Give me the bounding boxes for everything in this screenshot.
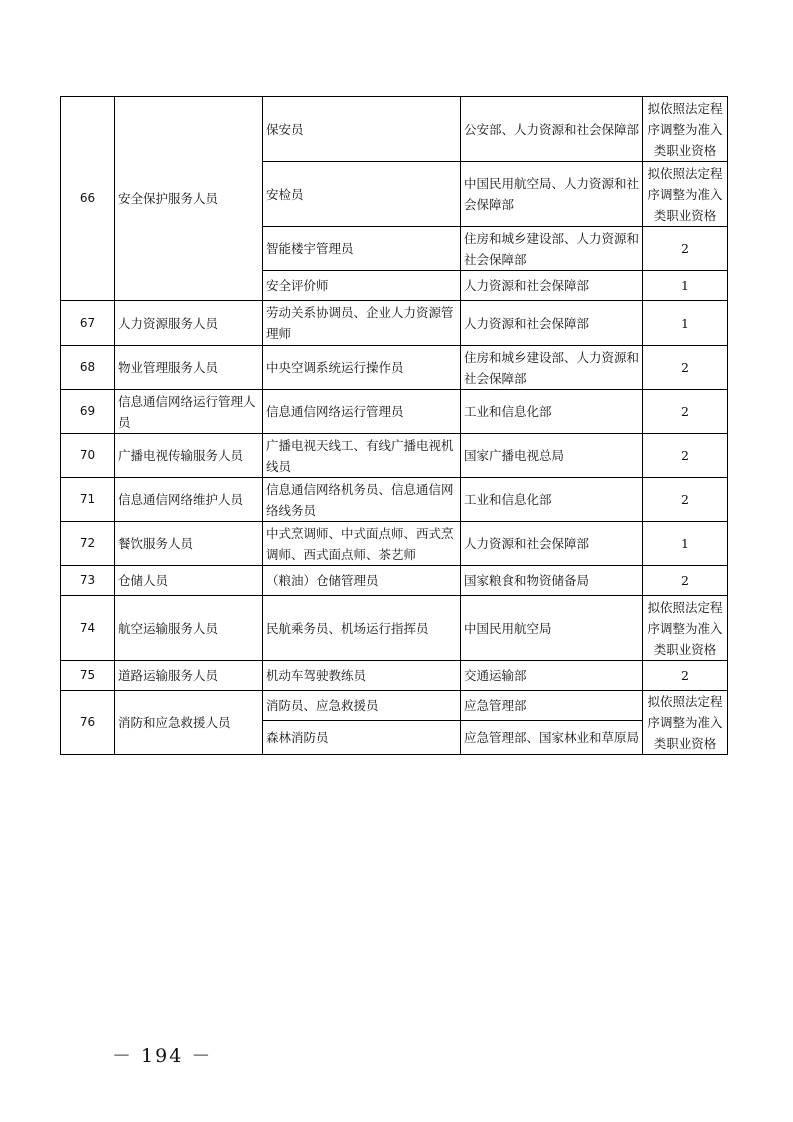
department-cell: 中国民用航空局 <box>461 596 643 661</box>
table-row <box>61 661 728 691</box>
occupation-cell: 消防员、应急救援员 <box>263 691 461 721</box>
requirement-cell: 拟依照法定程序调整为准入类职业资格 <box>643 596 728 661</box>
row-number: 73 <box>61 566 115 596</box>
department-cell: 工业和信息化部 <box>461 478 643 522</box>
requirement-cell: 2 <box>643 478 728 522</box>
department-cell: 应急管理部、国家林业和草原局 <box>461 721 643 755</box>
requirement-cell: 2 <box>643 346 728 390</box>
occupation-cell: 安检员 <box>263 162 461 227</box>
occupation-cell: 智能楼宇管理员 <box>263 227 461 271</box>
occupation-cell: 民航乘务员、机场运行指挥员 <box>263 596 461 661</box>
row-number: 74 <box>61 596 115 661</box>
requirement-cell: 2 <box>643 566 728 596</box>
table-row <box>61 478 728 522</box>
requirement-cell: 拟依照法定程序调整为准入类职业资格 <box>643 691 728 755</box>
occupation-cell: 劳动关系协调员、企业人力资源管理师 <box>263 301 461 346</box>
row-number: 67 <box>61 301 115 346</box>
category-cell: 餐饮服务人员 <box>115 522 263 566</box>
category-cell: 广播电视传输服务人员 <box>115 434 263 478</box>
department-cell: 交通运输部 <box>461 661 643 691</box>
occupation-cell: 中式烹调师、中式面点师、西式烹调师、西式面点师、茶艺师 <box>263 522 461 566</box>
table-row <box>61 97 728 162</box>
occupation-cell: 安全评价师 <box>263 271 461 301</box>
table-row <box>61 566 728 596</box>
occupation-cell: 森林消防员 <box>263 721 461 755</box>
table-row <box>61 434 728 478</box>
requirement-cell: 2 <box>643 434 728 478</box>
department-cell: 公安部、人力资源和社会保障部 <box>461 97 643 162</box>
row-number: 70 <box>61 434 115 478</box>
requirement-cell: 2 <box>643 661 728 691</box>
row-number: 69 <box>61 390 115 434</box>
department-cell: 工业和信息化部 <box>461 390 643 434</box>
occupation-cell: 广播电视天线工、有线广播电视机线员 <box>263 434 461 478</box>
row-number: 72 <box>61 522 115 566</box>
department-cell: 人力资源和社会保障部 <box>461 301 643 346</box>
category-cell: 信息通信网络运行管理人员 <box>115 390 263 434</box>
table-row <box>61 522 728 566</box>
requirement-cell: 1 <box>643 301 728 346</box>
table-row <box>61 301 728 346</box>
category-cell: 航空运输服务人员 <box>115 596 263 661</box>
row-number: 68 <box>61 346 115 390</box>
department-cell: 应急管理部 <box>461 691 643 721</box>
category-cell: 物业管理服务人员 <box>115 346 263 390</box>
department-cell: 中国民用航空局、人力资源和社会保障部 <box>461 162 643 227</box>
requirement-cell: 拟依照法定程序调整为准入类职业资格 <box>643 162 728 227</box>
occupation-cell: 中央空调系统运行操作员 <box>263 346 461 390</box>
department-cell: 国家广播电视总局 <box>461 434 643 478</box>
occupation-cell: 信息通信网络机务员、信息通信网络线务员 <box>263 478 461 522</box>
requirement-cell: 拟依照法定程序调整为准入类职业资格 <box>643 97 728 162</box>
table-row <box>61 691 728 721</box>
table-row <box>61 346 728 390</box>
category-cell: 消防和应急救援人员 <box>115 691 263 755</box>
row-number: 66 <box>61 97 115 301</box>
occupation-table <box>60 96 728 755</box>
department-cell: 住房和城乡建设部、人力资源和社会保障部 <box>461 227 643 271</box>
requirement-cell: 1 <box>643 271 728 301</box>
row-number: 75 <box>61 661 115 691</box>
occupation-cell: 信息通信网络运行管理员 <box>263 390 461 434</box>
department-cell: 人力资源和社会保障部 <box>461 271 643 301</box>
table-row <box>61 390 728 434</box>
row-number: 76 <box>61 691 115 755</box>
occupation-cell: 保安员 <box>263 97 461 162</box>
department-cell: 住房和城乡建设部、人力资源和社会保障部 <box>461 346 643 390</box>
category-cell: 道路运输服务人员 <box>115 661 263 691</box>
category-cell: 仓储人员 <box>115 566 263 596</box>
category-cell: 安全保护服务人员 <box>115 97 263 301</box>
requirement-cell: 2 <box>643 390 728 434</box>
row-number: 71 <box>61 478 115 522</box>
department-cell: 人力资源和社会保障部 <box>461 522 643 566</box>
department-cell: 国家粮食和物资储备局 <box>461 566 643 596</box>
category-cell: 信息通信网络维护人员 <box>115 478 263 522</box>
occupation-cell: （粮油）仓储管理员 <box>263 566 461 596</box>
requirement-cell: 1 <box>643 522 728 566</box>
category-cell: 人力资源服务人员 <box>115 301 263 346</box>
page-number: － 194 － <box>112 1045 213 1067</box>
table-row <box>61 596 728 661</box>
occupation-cell: 机动车驾驶教练员 <box>263 661 461 691</box>
requirement-cell: 2 <box>643 227 728 271</box>
